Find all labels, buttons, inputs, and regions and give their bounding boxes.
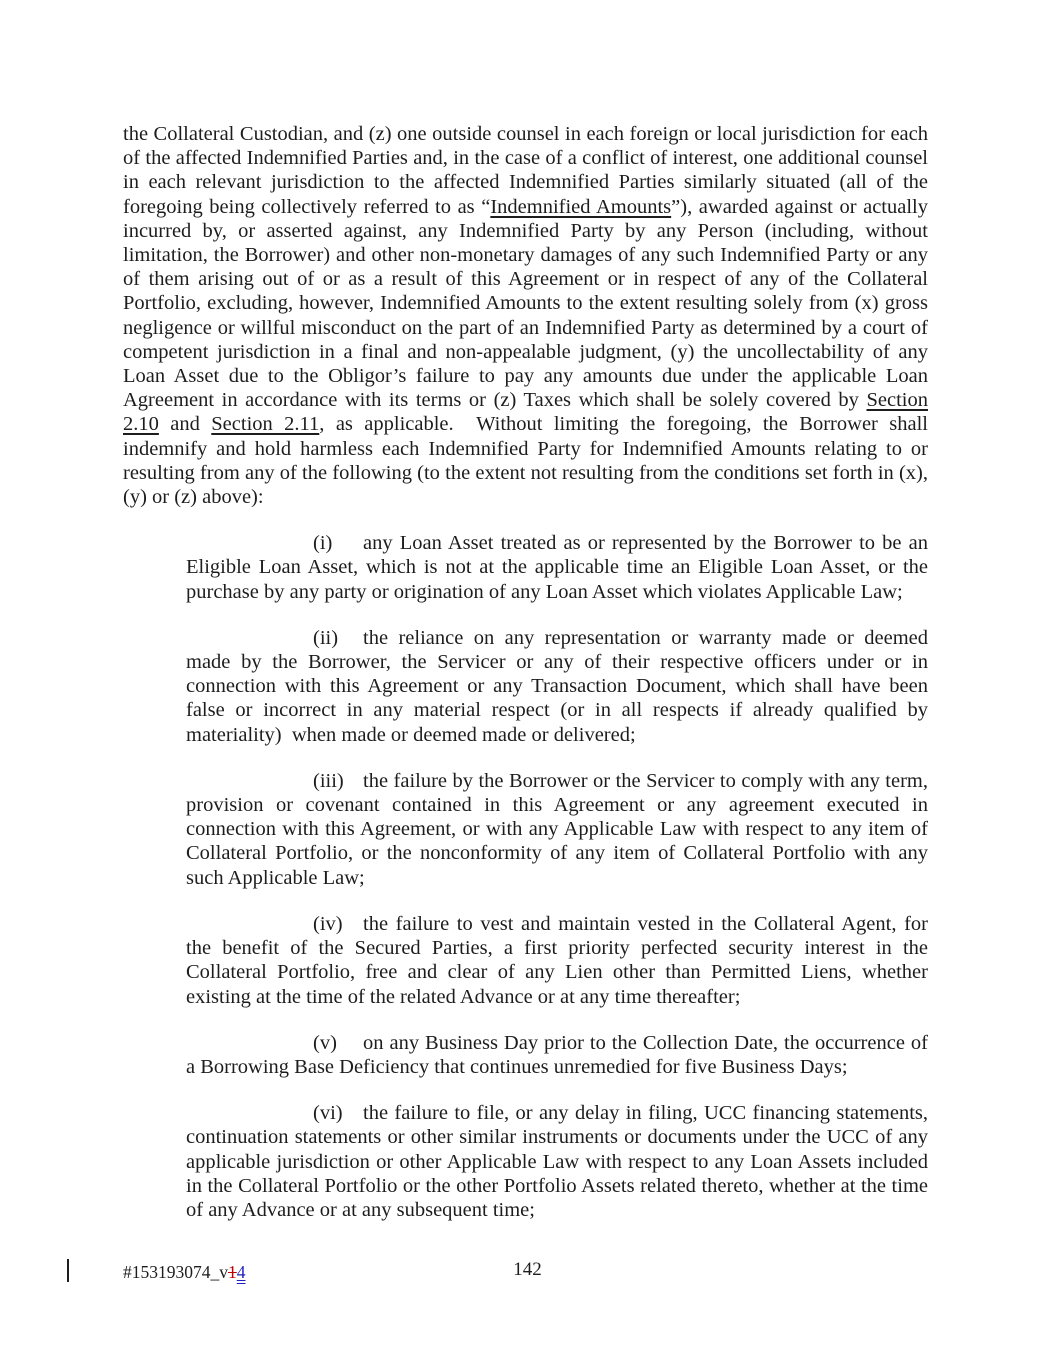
body-paragraph [123, 122, 928, 509]
list-item [186, 531, 928, 604]
paragraph-text: and [158, 413, 212, 436]
item-numeral: (iii) [313, 769, 344, 792]
revision-deleted-text: 1 [228, 1262, 237, 1282]
page-number: 142 [513, 1259, 542, 1280]
item-numeral: (ii) [313, 626, 339, 649]
underlined-term: Section 2.10 [123, 389, 928, 436]
item-text: any Loan Asset treated as or represented by the Borrower to be an Eligible Loan Asset, which is not at the applicable time an Eligible Loan Asset, or the purchase by any party or origination of any Loan Asset which violates Applicable Law; [186, 532, 928, 603]
underlined-term: Section 2.11 [211, 413, 320, 436]
paragraph-text: ”), awarded against or actually incurred by, or asserted against, any Indemnified Party by any Person (including, without limitation, the Borrower) and other non-monetary damages of any such Indemnified Party or any of them arising out of or as a result of this Agreement or in respect of any of the Collateral Portfolio, excluding, however, Indemnified Amounts to the extent resulting solely from (x) gross negligence or willful misconduct on the part of an Indemnified Party as determined by a court of competent jurisdiction in a final and non-appealable judgment, (y) the uncollectability of any Loan Asset due to the Obligor’s failure to pay any amounts due under the applicable Loan Agreement in accordance with its terms or (z) Taxes which shall be solely covered by [123, 195, 928, 412]
list-item [186, 626, 928, 747]
item-text: the reliance on any representation or warranty made or deemed made by the Borrower, the Servicer or any of their respective officers under or in connection with this Agreement or any Transaction Document, which shall have been false or incorrect in any material respect (or in all respects if already qualified by materiality) when made or deemed made or delivered; [186, 626, 928, 746]
revision-inserted-text: 4 [236, 1262, 246, 1282]
item-numeral: (vi) [313, 1102, 343, 1125]
item-text: on any Business Day prior to the Collection Date, the occurrence of a Borrowing Base Deficiency that continues unremedied for five Business Days; [186, 1031, 928, 1078]
list-item [186, 769, 928, 890]
list-item [186, 1031, 928, 1079]
item-text: the failure to file, or any delay in filing, UCC financing statements, continuation statements or other similar instruments or documents under the UCC of any applicable jurisdiction or other Applicable Law with respect to any Loan Assets included in the Collateral Portfolio or the other Portfolio Assets related thereto, whether at the time of any Advance or at any subsequent time; [186, 1102, 928, 1221]
item-text: the failure by the Borrower or the Servicer to comply with any term, provision or covenant contained in this Agreement or any agreement executed in connection with this Agreement, or with any Applicable Law with respect to any item of Collateral Portfolio, or the nonconformity of any item of Collateral Portfolio with any such Applicable Law; [186, 769, 928, 889]
list-item [186, 1101, 928, 1222]
item-numeral: (iv) [313, 912, 343, 935]
document-body [123, 122, 928, 1222]
paragraph-text: the Collateral Custodian, and (z) one outside counsel in each foreign or local jurisdiction for each of the affected Indemnified Parties and, in the case of a conflict of interest, one additional counsel in each relevant jurisdiction to the affected Indemnified Parties similarly situated (all of the foregoing being collectively referred to as “ [123, 123, 928, 218]
paragraph-text: , as applicable. Without limiting the foregoing, the Borrower shall indemnify and hold harmless each Indemnified Party for Indemnified Amounts relating to or resulting from any of the following (to the extent not resulting from the conditions set forth in (x), (y) or (z) above): [123, 413, 928, 509]
page-footer [0, 1258, 1055, 1288]
doc-ref-prefix: #153193074_v [123, 1262, 228, 1282]
item-numeral: (i) [313, 532, 333, 555]
item-text: the failure to vest and maintain vested in the Collateral Agent, for the benefit of the Secured Parties, a first priority perfected security interest in the Collateral Portfolio, free and clear of any Lien other than Permitted Liens, whether existing at the time of the related Advance or at any time thereafter; [186, 912, 928, 1008]
list-item [186, 912, 928, 1009]
underlined-term: Indemnified Amounts [490, 195, 672, 218]
item-numeral: (v) [313, 1031, 337, 1054]
